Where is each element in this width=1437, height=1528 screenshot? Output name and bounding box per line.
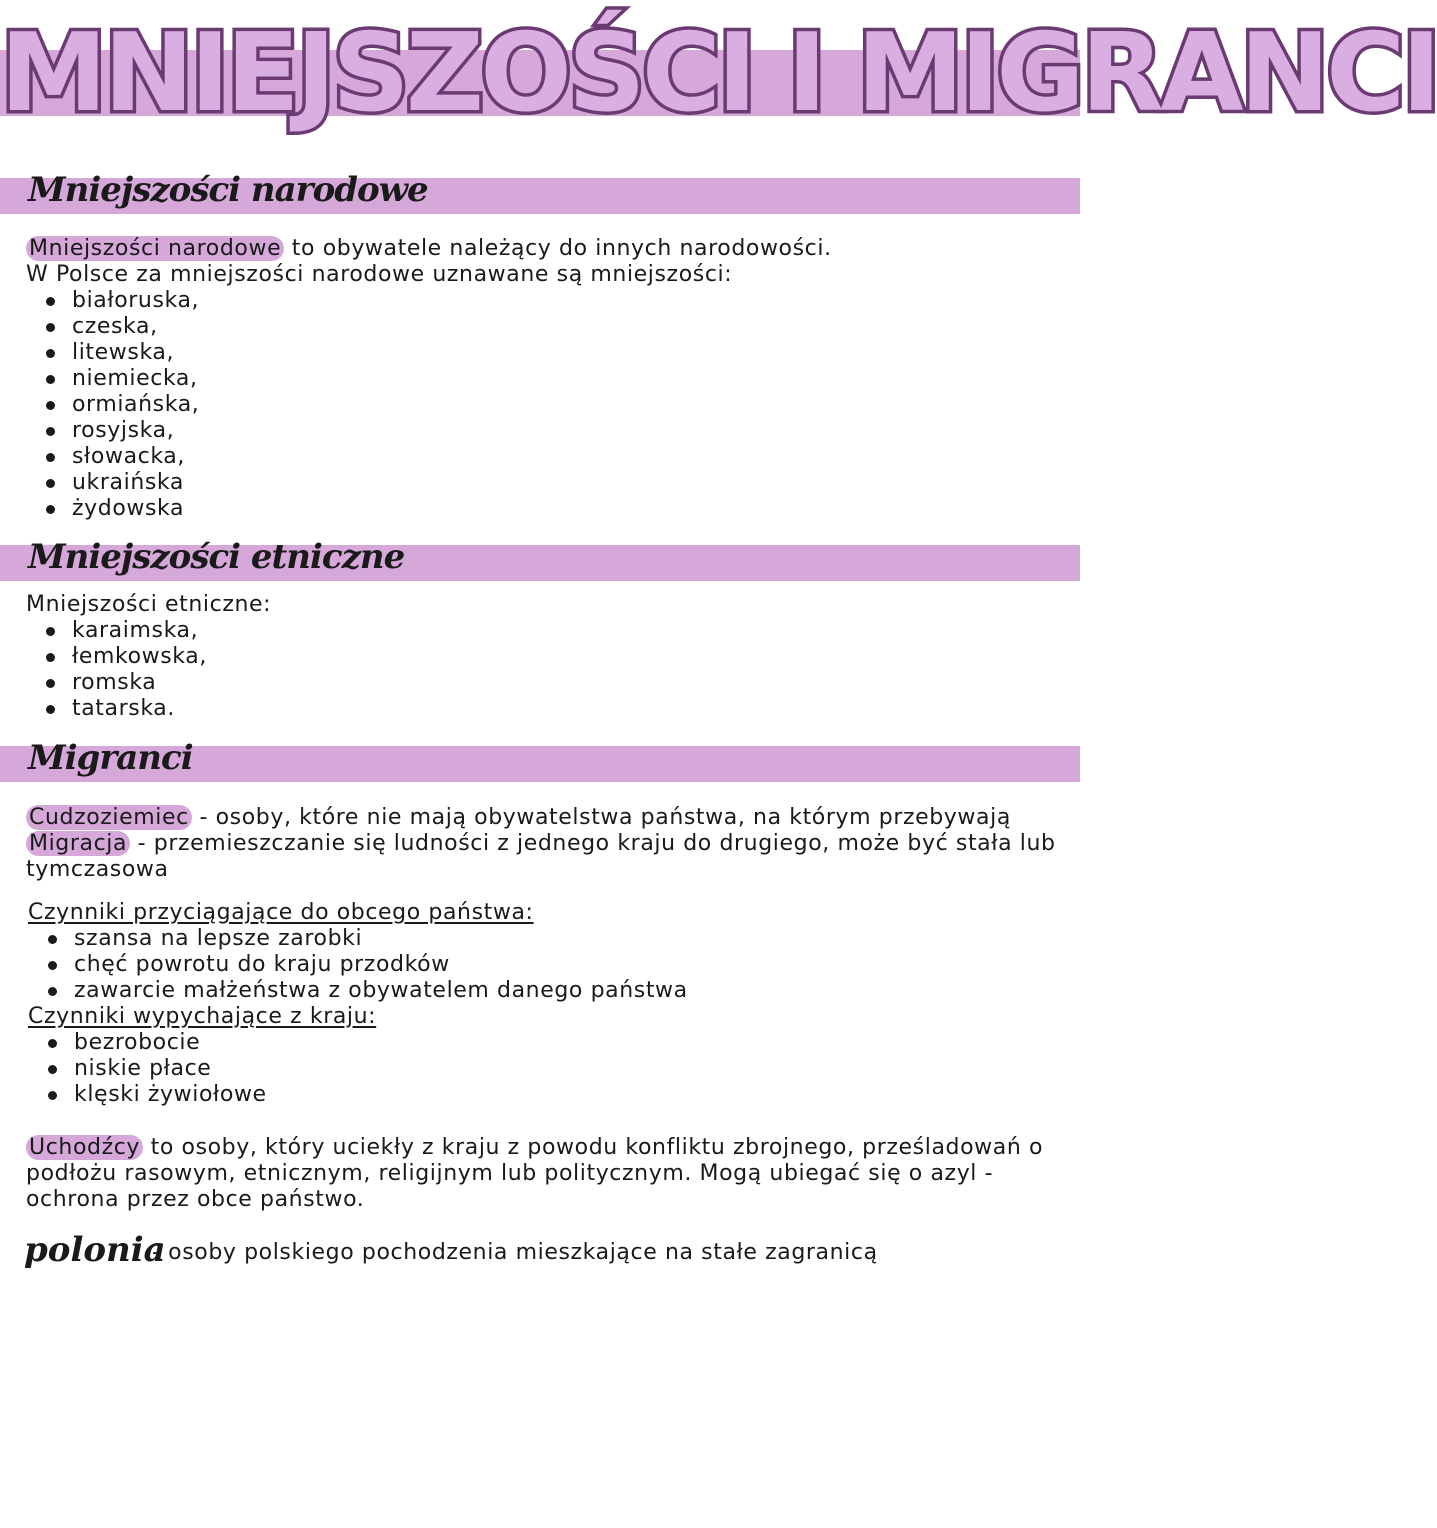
definition-migracja-cont: tymczasowa <box>26 857 169 882</box>
list-narodowe-item-label: niemiecka, <box>72 366 198 391</box>
definition-uchodzcy-2: podłożu rasowym, etnicznym, religijnym lub politycznym. Mogą ubiegać się o azyl - <box>26 1161 994 1186</box>
list-narodowe-item <box>26 418 199 444</box>
definition-narodowe: Mniejszości narodowe to obywatele należący do innych narodowości. <box>26 236 832 262</box>
list-etniczne-item <box>26 696 207 722</box>
list-narodowe-item <box>26 444 199 470</box>
bullet-icon <box>46 705 55 714</box>
definition-migracja: Migracja - przemieszczanie się ludności z jednego kraju do drugiego, może być stała lub <box>26 831 1056 857</box>
bullet-icon <box>48 1065 57 1074</box>
list-pull-item-label: szansa na lepsze zarobki <box>74 926 363 951</box>
bullet-icon <box>48 987 57 996</box>
list-narodowe-item-label: litewska, <box>72 340 175 365</box>
list-pull-item <box>28 952 688 978</box>
bullet-icon <box>46 375 55 384</box>
list-etniczne-item <box>26 644 207 670</box>
list-pull-factors <box>28 926 688 1004</box>
definition-uchodzcy: Uchodźcy to osoby, który uciekły z kraju z powodu konfliktu zbrojnego, prześladowań o <box>26 1135 1043 1161</box>
list-narodowe-item-label: żydowska <box>72 496 185 521</box>
heading-migranci: Migranci <box>28 738 193 778</box>
bullet-icon <box>46 401 55 410</box>
pull-factors-heading: Czynniki przyciągające do obcego państwa: <box>28 900 534 925</box>
bullet-icon <box>46 453 55 462</box>
definition-polonia: - osoby polskiego pochodzenia mieszkające na stałe zagranicą <box>152 1240 878 1265</box>
list-narodowe-item-label: ormiańska, <box>72 392 200 417</box>
bullet-icon <box>48 935 57 944</box>
list-push-item-label: bezrobocie <box>74 1030 201 1055</box>
bullet-icon <box>46 427 55 436</box>
list-narodowe-item-label: rosyjska, <box>72 418 175 443</box>
list-narodowe-item <box>26 496 199 522</box>
list-etniczne <box>26 618 207 722</box>
bullet-icon <box>48 1039 57 1048</box>
list-push-item <box>28 1056 267 1082</box>
bullet-icon <box>46 297 55 306</box>
list-etniczne-item <box>26 618 207 644</box>
bullet-icon <box>46 505 55 514</box>
list-etniczne-item-label: karaimska, <box>72 618 199 643</box>
definition-cudzoziemiec: Cudzoziemiec - osoby, które nie mają obywatelstwa państwa, na którym przebywają <box>26 805 1011 831</box>
intro-etniczne: Mniejszości etniczne: <box>26 592 272 617</box>
page-title: MNIEJSZOŚCI I MIGRANCI <box>0 11 1437 136</box>
list-narodowe-item-label: słowacka, <box>72 444 185 469</box>
list-narodowe-item-label: czeska, <box>72 314 158 339</box>
heading-narodowe: Mniejszości narodowe <box>28 170 428 210</box>
list-etniczne-item-label: tatarska. <box>72 696 175 721</box>
term-narodowe: Mniejszości narodowe <box>26 236 284 261</box>
list-push-item-label: niskie płace <box>74 1056 212 1081</box>
list-narodowe-item <box>26 314 199 340</box>
list-etniczne-item-label: łemkowska, <box>72 644 207 669</box>
list-narodowe-item-label: ukraińska <box>72 470 184 495</box>
list-narodowe-item <box>26 340 199 366</box>
term-polonia: polonia <box>24 1230 166 1270</box>
bullet-icon <box>46 679 55 688</box>
list-push-item <box>28 1082 267 1108</box>
list-narodowe-item <box>26 366 199 392</box>
list-narodowe-item <box>26 470 199 496</box>
list-pull-item-label: zawarcie małżeństwa z obywatelem danego państwa <box>74 978 688 1003</box>
push-factors-heading: Czynniki wypychające z kraju: <box>28 1004 377 1029</box>
list-etniczne-item-label: romska <box>72 670 157 695</box>
intro-narodowe: W Polsce za mniejszości narodowe uznawane są mniejszości: <box>26 262 733 287</box>
definition-uchodzcy-3: ochrona przez obce państwo. <box>26 1187 365 1212</box>
list-pull-item-label: chęć powrotu do kraju przodków <box>74 952 450 977</box>
term-cudzoziemiec: Cudzoziemiec <box>26 805 192 830</box>
bullet-icon <box>46 349 55 358</box>
list-pull-item <box>28 926 688 952</box>
list-push-factors <box>28 1030 267 1108</box>
list-pull-item <box>28 978 688 1004</box>
bullet-icon <box>46 627 55 636</box>
list-narodowe-item <box>26 392 199 418</box>
list-narodowe <box>26 288 199 522</box>
list-push-item <box>28 1030 267 1056</box>
bullet-icon <box>48 961 57 970</box>
bullet-icon <box>46 653 55 662</box>
list-push-item-label: klęski żywiołowe <box>74 1082 267 1107</box>
term-uchodzcy: Uchodźcy <box>26 1135 143 1160</box>
list-narodowe-item-label: białoruska, <box>72 288 200 313</box>
bullet-icon <box>46 479 55 488</box>
list-narodowe-item <box>26 288 199 314</box>
term-migracja: Migracja <box>26 831 130 856</box>
bullet-icon <box>46 323 55 332</box>
list-etniczne-item <box>26 670 207 696</box>
bullet-icon <box>48 1091 57 1100</box>
heading-etniczne: Mniejszości etniczne <box>28 537 405 577</box>
